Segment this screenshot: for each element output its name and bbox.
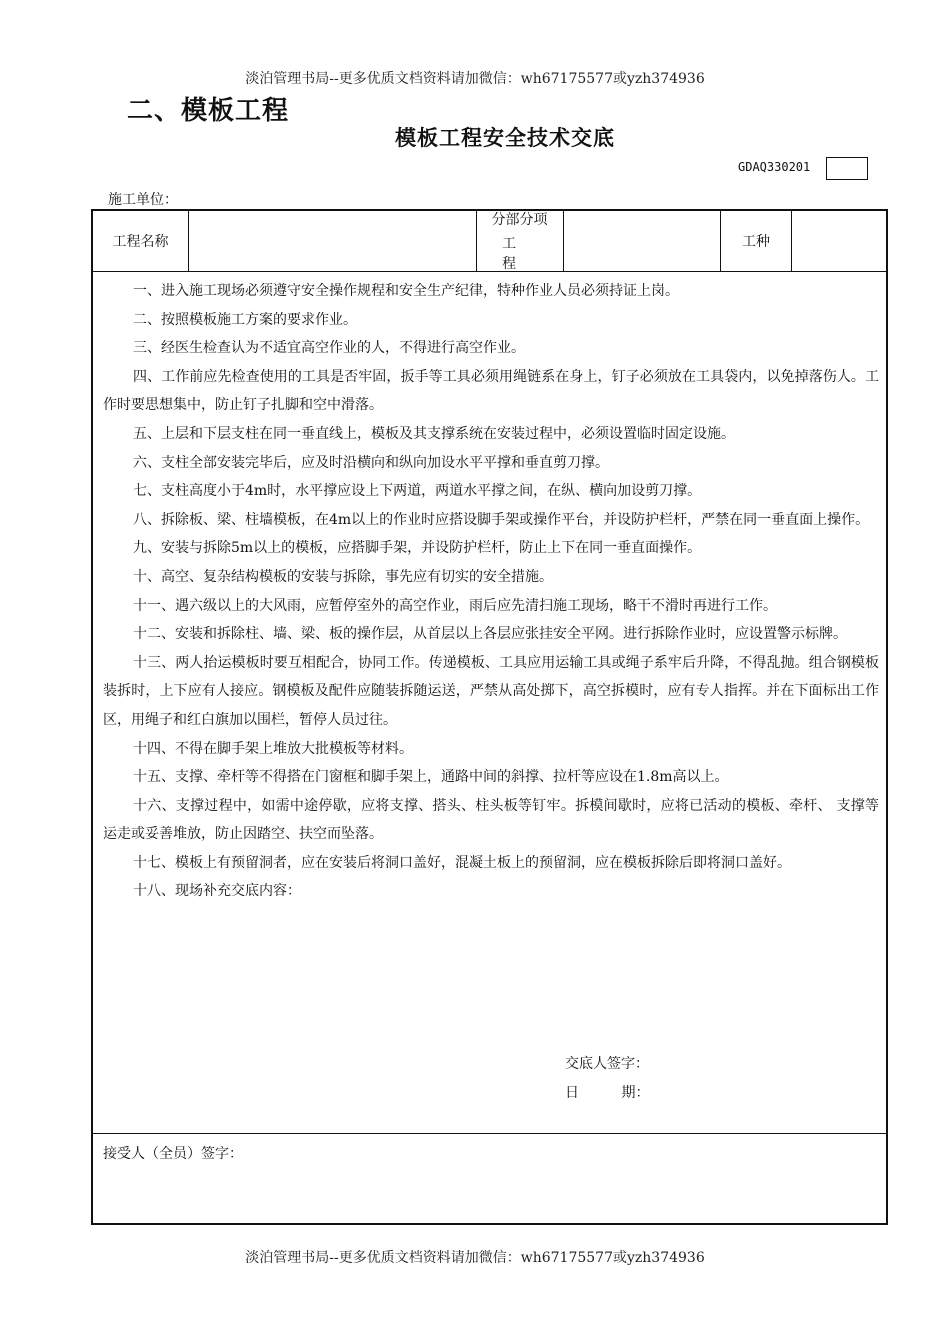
subproject-label (476, 211, 563, 271)
header-watermark: 淡泊管理书局--更多优质文档资料请加微信：wh67175577或yzh374936 (245, 71, 705, 87)
safety-item-12: 十二、安装和拆除柱、墙、梁、板的操作层，从首层以上各层应张挂安全平网。进行拆除作业时，应设置警示标牌。 (133, 626, 847, 643)
safety-item-14: 十四、不得在脚手架上堆放大批模板等材料。 (133, 740, 413, 757)
presenter-signature-label: 交底人签字： (565, 1056, 649, 1072)
safety-item-9: 九、安装与拆除5m以上的模板，应搭脚手架，并设防护栏杆，防止上下在同一垂直面操作。 (133, 540, 702, 557)
divider (791, 211, 792, 271)
safety-item-16: 十六、支撑过程中，如需中途停歇，应将支撑、搭头、柱头板等钉牢。拆模间歇时，应将已活动的模板、牵杆、 支撑等运走或妥善堆放，防止因踏空、扶空而坠落。 (103, 797, 879, 843)
safety-item-13: 十三、两人抬运模板时要互相配合，协同工作。传递模板、工具应用运输工具或绳子系牢后升降，不得乱抛。组合钢模板装拆时，上下应有人接应。钢模板及配件应随装拆随运送，严禁从高处掷下，高空拆模时，应有专人指挥。并在下面标出工作区，用绳子和红白旗加以围栏，暂停人员过往。 (103, 654, 879, 728)
disclosure-form (91, 209, 888, 1225)
code-entry-box[interactable] (826, 157, 868, 180)
subproject-label-line1: 分部分项 (491, 212, 548, 228)
safety-item-1: 一、进入施工现场必须遵守安全操作规程和安全生产纪律，特种作业人员必须持证上岗。 (133, 283, 679, 299)
subproject-label-line2: 工程 (502, 236, 542, 272)
subproject-field[interactable] (565, 211, 719, 271)
divider (563, 211, 564, 271)
divider (188, 211, 189, 271)
date-label: 日 期： (565, 1085, 650, 1101)
safety-item-3: 三、经医生检查认为不适宜高空作业的人，不得进行高空作业。 (133, 340, 525, 357)
safety-item-7: 七、支柱高度小于4m时，水平撑应设上下两道，两道水平撑之间，在纵、横向加设剪刀撑。 (133, 483, 702, 500)
safety-item-10: 十、高空、复杂结构模板的安装与拆除，事先应有切实的安全措施。 (133, 568, 553, 585)
document-title: 模板工程安全技术交底 (395, 126, 615, 150)
safety-item-6: 六、支柱全部安装完毕后，应及时沿横向和纵向加设水平平撑和垂直剪刀撑。 (133, 454, 609, 471)
disclosure-content (93, 271, 886, 1134)
safety-item-4: 四、工作前应先检查使用的工具是否牢固，扳手等工具必须用绳链系在身上，钉子必须放在工具袋内，以免掉落伤人。工作时要思想集中，防止钉子扎脚和空中滑落。 (103, 368, 879, 414)
safety-item-17: 十七、模板上有预留洞者，应在安装后将洞口盖好，混凝土板上的预留洞，应在模板拆除后即将洞口盖好。 (133, 854, 791, 871)
construction-unit-label: 施工单位： (108, 192, 178, 208)
footer-watermark: 淡泊管理书局--更多优质文档资料请加微信：wh67175577或yzh374936 (245, 1250, 705, 1266)
safety-item-5: 五、上层和下层支柱在同一垂直线上，模板及其支撑系统在安装过程中，必须设置临时固定设施。 (133, 425, 735, 442)
document-code: GDAQ330201 (738, 160, 811, 174)
safety-items-list (103, 277, 879, 906)
trade-label: 工种 (742, 234, 770, 250)
form-header-row (93, 211, 886, 272)
section-title: 二、模板工程 (127, 96, 290, 126)
safety-item-11: 十一、遇六级以上的大风雨，应暂停室外的高空作业，雨后应先清扫施工现场，略干不滑时再进行工作。 (133, 597, 777, 614)
safety-item-2: 二、按照模板施工方案的要求作业。 (133, 311, 357, 328)
safety-item-15: 十五、支撑、牵杆等不得搭在门窗框和脚手架上，通路中间的斜撑、拉杆等应设在1.8m高以上。 (133, 769, 729, 786)
project-name-label: 工程名称 (112, 234, 169, 250)
trade-field[interactable] (793, 211, 888, 271)
safety-item-8: 八、拆除板、梁、柱墙模板，在4m以上的作业时应搭设脚手架或操作平台，并设防护栏杆，严禁在同一垂直面上操作。 (133, 511, 870, 528)
supplementary-content-label: 十八、现场补充交底内容： (133, 883, 301, 900)
project-name-field[interactable] (190, 211, 475, 271)
receiver-signature-label: 接受人（全员）签字： (103, 1146, 243, 1162)
